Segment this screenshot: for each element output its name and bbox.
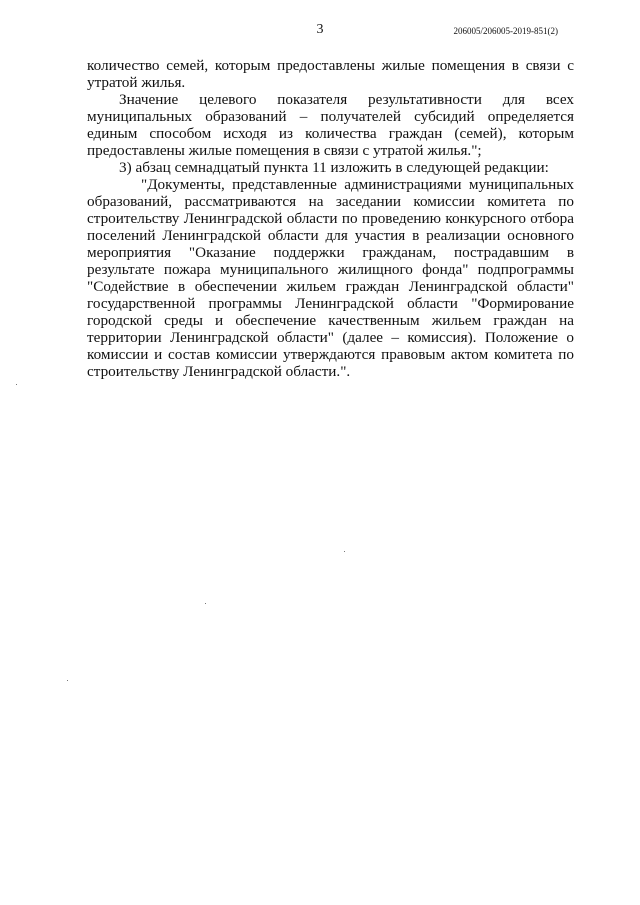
paragraph: "Документы, представленные администрациями муниципальных образований, рассматриваются на заседании комиссии комитета по строительству Ленинградской области по проведению конкурсного отбора поселений Ленинградской области для участия в реализации основного мероприятия "Оказание поддержки гражданам, пострадавшим в результате пожара муниципального жилищного фонда" подпрограммы "Содействие в обеспечении жильем граждан Ленинградской области" государственной программы Ленинградской области "Формирование городской среды и обеспечение качественным жильем граждан на территории Ленинградской области" (далее – комиссия). Положение о комиссии и состав комиссии утверждаются правовым актом комитета по строительству Ленинградской области.".: [87, 176, 574, 380]
document-body: [87, 57, 574, 380]
scan-speck: [16, 384, 17, 385]
paragraph: количество семей, которым предоставлены жилые помещения в связи с утратой жилья.: [87, 57, 574, 91]
paragraph: 3) абзац семнадцатый пункта 11 изложить в следующей редакции:: [119, 159, 549, 176]
scan-speck: [205, 603, 206, 604]
paragraph: Значение целевого показателя результативности для всех муниципальных образований – получателей субсидий определяется единым способом исходя из количества граждан (семей), которым предоставлены жилые помещения в связи с утратой жилья.";: [87, 91, 574, 159]
page-number: 3: [316, 22, 324, 37]
document-id: 206005/206005-2019-851(2): [453, 26, 558, 36]
scan-speck: [344, 551, 345, 552]
scan-speck: [67, 680, 68, 681]
